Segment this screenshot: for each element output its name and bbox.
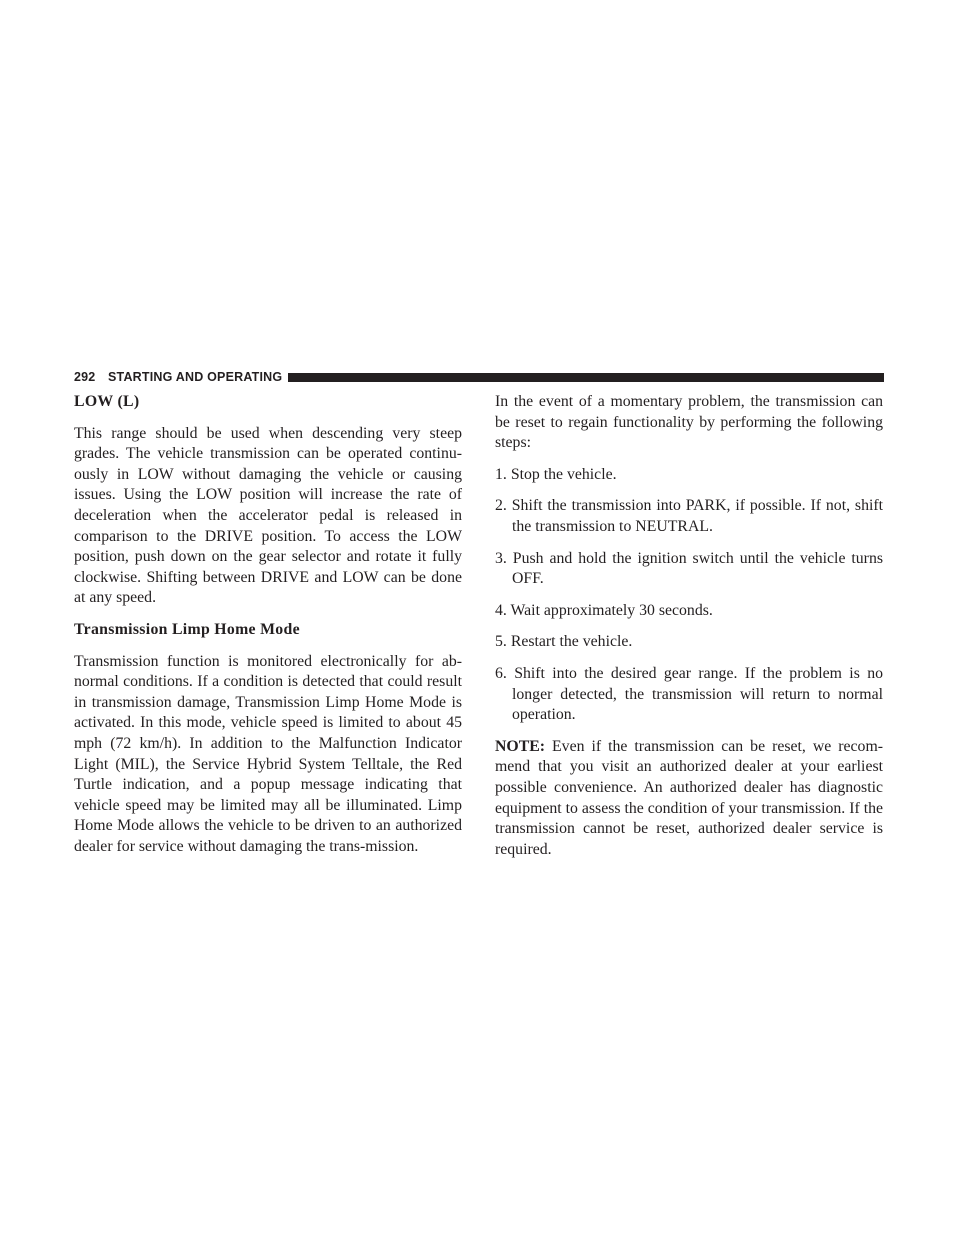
step-number: 5. [495,633,507,651]
limp-home-paragraph: Transmission function is monitored electronically for ab-normal conditions. If a condition is detected that could result in transmission damage, Transmission Limp Home Mode is activated. In this mode, vehicle speed is limited to about 45 mph (72 km/h). In addition to the Malfunction Indicator Light (MIL), the Service Hybrid System Telltale, the Red Turtle indication, and a popup message indicating that vehicle speed may be limited may all be illuminated. Limp Home Mode allows the vehicle to be driven to an authorized dealer for service without damaging the trans-mission. [74,652,462,855]
step-text: Wait approximately 30 seconds. [510,601,713,619]
note-paragraph [495,737,883,861]
reset-steps-list [495,465,883,726]
reset-step [495,632,883,653]
step-text: Shift into the desired gear range. If the problem is no longer detected, the transmission will return to normal operation. [512,664,883,724]
step-text: Restart the vehicle. [510,633,633,651]
note-label: NOTE: [495,737,546,755]
step-text: Shift the transmission into PARK, if possible. If not, shift the transmission to NEUTRAL. [511,497,884,535]
step-text: Push and hold the ignition switch until the vehicle turns OFF. [512,549,883,588]
note-text: Even if the transmission can be reset, we recom-mend that you visit an authorized dealer at your earliest possible convenience. An authorized dealer has diagnostic equipment to assess the condition of your transmission. If the transmission cannot be reset, authorized dealer service is required. [495,737,883,858]
step-number: 4. [495,601,507,619]
reset-step [495,601,883,622]
reset-step [495,549,883,590]
header-rule-bar [288,373,884,382]
step-number: 1. [495,465,507,483]
reset-intro-paragraph: In the event of a momentary problem, the transmission can be reset to regain functionality by performing the following steps: [495,393,883,452]
section-title: STARTING AND OPERATING [108,370,283,384]
page-number: 292 [74,370,96,384]
step-number: 2. [495,497,507,515]
step-text: Stop the vehicle. [510,465,617,483]
low-paragraph: This range should be used when descending very steep grades. The vehicle transmission can be operated continu-ously in LOW without damaging the vehicle or causing issues. Using the LOW position will increase the rate of deceleration when the accelerator pedal is released in comparison to the DRIVE position. To access the LOW position, push down on the gear selector and rotate it fully clockwise. Shifting between DRIVE and LOW can be done at any speed. [74,424,462,607]
limp-home-heading: Transmission Limp Home Mode [74,620,300,638]
left-column [74,392,462,868]
right-column [495,392,883,871]
reset-step [495,664,883,726]
page-header [74,370,884,384]
step-number: 6. [495,664,507,682]
low-heading: LOW (L) [74,393,140,410]
reset-step [495,496,883,537]
step-number: 3. [495,549,507,567]
reset-step [495,465,883,486]
